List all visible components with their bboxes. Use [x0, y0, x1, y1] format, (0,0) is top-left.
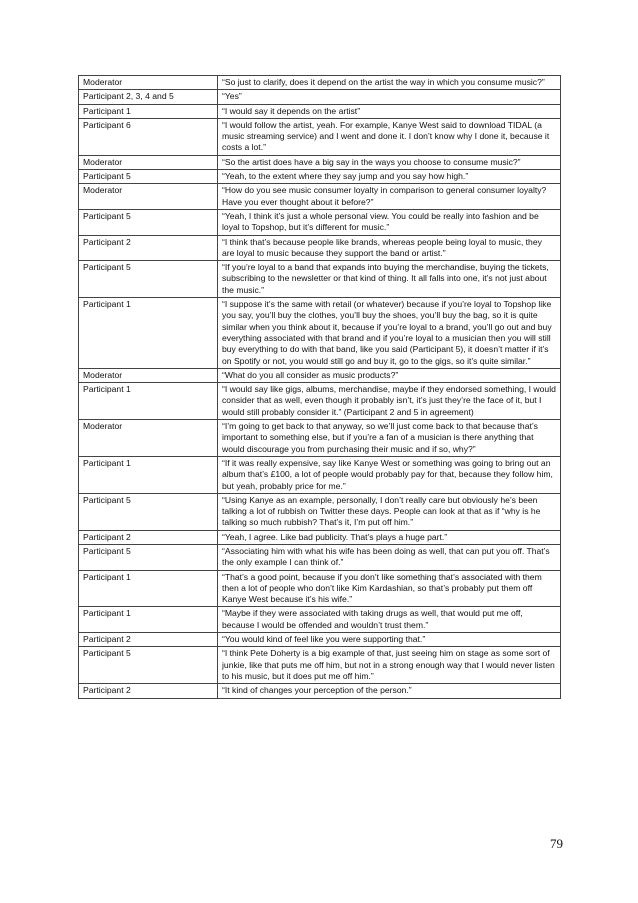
transcript-row	[79, 647, 561, 684]
transcript-row	[79, 383, 561, 420]
utterance-cell: “I’m going to get back to that anyway, so we’ll just come back to that because that’s important to something else, but if you’re a fan of a musician is there anything that would discourage you from purchasing their music and if so, why?”	[218, 420, 561, 457]
transcript-row	[79, 684, 561, 698]
transcript-row	[79, 155, 561, 169]
speaker-cell: Participant 2	[79, 530, 218, 544]
utterance-cell: “Using Kanye as an example, personally, I don’t really care but obviously he’s been talking a lot of rubbish on Twitter these days. People can look at that as if “why is he talking so much rubbish? That’s it, I’m put off him.”	[218, 493, 561, 530]
utterance-cell: “Associating him with what his wife has been doing as well, that can put you off. That’s the only example I can think of.”	[218, 544, 561, 570]
transcript-row	[79, 209, 561, 235]
speaker-cell: Moderator	[79, 76, 218, 90]
speaker-cell: Participant 1	[79, 104, 218, 118]
speaker-cell: Participant 1	[79, 607, 218, 633]
transcript-row	[79, 570, 561, 607]
speaker-cell: Participant 5	[79, 170, 218, 184]
utterance-cell: “Yeah, I think it’s just a whole personal view. You could be really into fashion and be loyal to Topshop, but it’s different for music.”	[218, 209, 561, 235]
utterance-cell: “You would kind of feel like you were supporting that.”	[218, 633, 561, 647]
transcript-row	[79, 261, 561, 298]
speaker-cell: Participant 6	[79, 118, 218, 155]
utterance-cell: “I think Pete Doherty is a big example of that, just seeing him on stage as some sort of junkie, like that puts me off him, but not in a strong enough way that I would never listen to his music, but it does put me off him.”	[218, 647, 561, 684]
speaker-cell: Moderator	[79, 155, 218, 169]
transcript-row	[79, 368, 561, 382]
transcript-row	[79, 633, 561, 647]
speaker-cell: Moderator	[79, 184, 218, 210]
speaker-cell: Participant 5	[79, 209, 218, 235]
utterance-cell: “I would say it depends on the artist”	[218, 104, 561, 118]
utterance-cell: “I would say like gigs, albums, merchandise, maybe if they endorsed something, I would consider that as well, even though it probably isn’t, it’s just they’re the face of it, but I would still probably consider it.” (Participant 2 and 5 in agreement)	[218, 383, 561, 420]
utterance-cell: “Yeah, I agree. Like bad publicity. That’s plays a huge part.”	[218, 530, 561, 544]
transcript-row	[79, 118, 561, 155]
speaker-cell: Participant 1	[79, 383, 218, 420]
utterance-cell: “So the artist does have a big say in the ways you choose to consume music?”	[218, 155, 561, 169]
transcript-body	[79, 76, 561, 699]
speaker-cell: Participant 5	[79, 544, 218, 570]
speaker-cell: Participant 1	[79, 456, 218, 493]
transcript-table	[78, 75, 561, 699]
page-number: 79	[550, 836, 563, 851]
speaker-cell: Moderator	[79, 420, 218, 457]
utterance-cell: “If you’re loyal to a band that expands into buying the merchandise, buying the tickets, subscribing to the newsletter or that kind of thing. It all falls into one, it’s not just about the music.”	[218, 261, 561, 298]
utterance-cell: “I suppose it’s the same with retail (or whatever) because if you’re loyal to Topshop like you say, you’ll buy the clothes, you’ll buy the shoes, you’ll buy the bag, so it is quite similar when you think about it, because if you’re loyal to a brand, you’ll go out and buy everything associated with that brand and if you’re loyal to a musician then you will still buy everything to do with that band, like you said (Participant 5), it doesn’t matter if it’s on Spotify or not, you would still go and buy it, go to the gigs, so it’s quite similar.”	[218, 298, 561, 369]
transcript-row	[79, 104, 561, 118]
utterance-cell: “Yeah, to the extent where they say jump and you say how high.”	[218, 170, 561, 184]
speaker-cell: Participant 2	[79, 633, 218, 647]
speaker-cell: Participant 2, 3, 4 and 5	[79, 90, 218, 104]
transcript-row	[79, 90, 561, 104]
speaker-cell: Participant 5	[79, 493, 218, 530]
speaker-cell: Participant 1	[79, 570, 218, 607]
utterance-cell: “Maybe if they were associated with taking drugs as well, that would put me off, because I would be offended and wouldn’t trust them.”	[218, 607, 561, 633]
transcript-row	[79, 456, 561, 493]
transcript-row	[79, 298, 561, 369]
transcript-row	[79, 530, 561, 544]
utterance-cell: “I think that’s because people like brands, whereas people being loyal to music, they are loyal to music because they support the band or artist.”	[218, 235, 561, 261]
speaker-cell: Participant 1	[79, 298, 218, 369]
speaker-cell: Moderator	[79, 368, 218, 382]
utterance-cell: “What do you all consider as music products?”	[218, 368, 561, 382]
transcript-row	[79, 493, 561, 530]
transcript-row	[79, 170, 561, 184]
transcript-row	[79, 235, 561, 261]
speaker-cell: Participant 2	[79, 684, 218, 698]
transcript-row	[79, 76, 561, 90]
speaker-cell: Participant 2	[79, 235, 218, 261]
transcript-row	[79, 420, 561, 457]
speaker-cell: Participant 5	[79, 647, 218, 684]
utterance-cell: “If it was really expensive, say like Kanye West or something was going to bring out an album that’s £100, a lot of people would probably pay for that, because they follow him, but yeah, probably price for me.”	[218, 456, 561, 493]
transcript-row	[79, 184, 561, 210]
speaker-cell: Participant 5	[79, 261, 218, 298]
utterance-cell: “How do you see music consumer loyalty in comparison to general consumer loyalty? Have you ever thought about it before?”	[218, 184, 561, 210]
utterance-cell: “I would follow the artist, yeah. For example, Kanye West said to download TIDAL (a music streaming service) and I went and done it. I don’t know why I done it, because it costs a lot.”	[218, 118, 561, 155]
utterance-cell: “That’s a good point, because if you don’t like something that’s associated with them then a lot of people who don’t like Kim Kardashian, so that’s probably put them off Kanye West because it’s his wife.”	[218, 570, 561, 607]
transcript-row	[79, 544, 561, 570]
utterance-cell: “So just to clarify, does it depend on the artist the way in which you consume music?”	[218, 76, 561, 90]
utterance-cell: “Yes”	[218, 90, 561, 104]
transcript-row	[79, 607, 561, 633]
utterance-cell: “It kind of changes your perception of the person.”	[218, 684, 561, 698]
